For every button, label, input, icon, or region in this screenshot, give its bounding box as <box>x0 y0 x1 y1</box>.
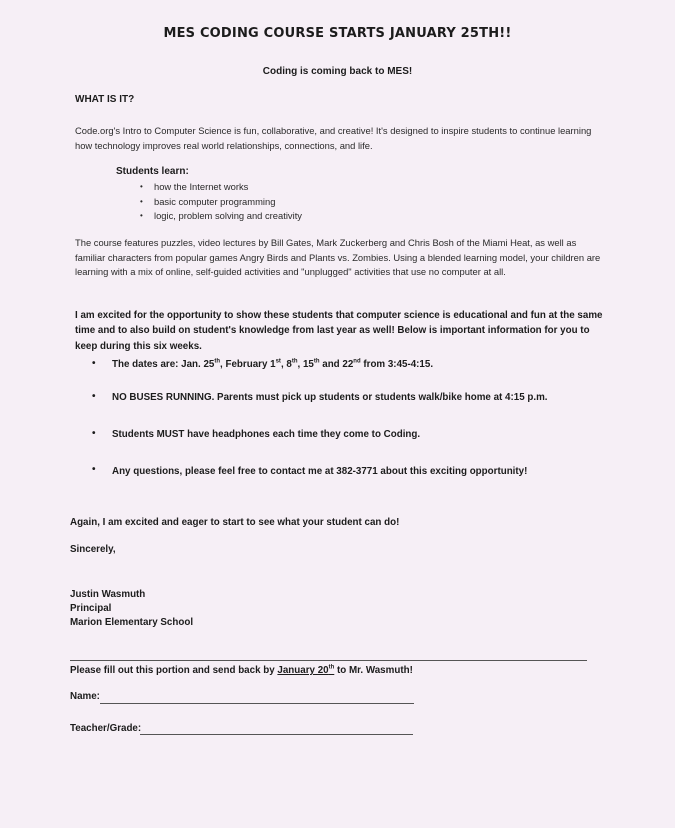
bullet-dot: • <box>92 428 96 439</box>
dates-text: , 8 <box>280 359 292 370</box>
features-paragraph: The course features puzzles, video lectures by Bill Gates, Mark Zuckerberg and Chris Bosh of the Miami Heat, as well as familiar characters from popular games Angry Birds and Plants vs. Zombies. Using a blended learning model, your children are learning with a mix of online, self-guided activities and "unplugged" activities that use no computer at all. <box>75 237 601 277</box>
sincerely: Sincerely, <box>70 544 116 555</box>
excited-paragraph: I am excited for the opportunity to show these students that computer science is educational and fun at the same time and to also build on student's knowledge from last year as well! Below is important information for you to keep during this six weeks. <box>75 309 603 352</box>
subtitle: Coding is coming back to MES! <box>262 66 413 77</box>
bullet-dot: • <box>92 358 96 369</box>
ordinal-suffix: th <box>214 358 221 365</box>
ordinal-suffix: nd <box>353 358 361 365</box>
ordinal-suffix: th <box>328 664 335 671</box>
ordinal-suffix: th <box>313 358 320 365</box>
return-date-text: January 20 <box>277 665 329 676</box>
tear-off-divider <box>70 660 587 661</box>
name-field[interactable] <box>100 703 414 704</box>
students-learn-list <box>140 180 302 224</box>
name-label: Name: <box>70 691 100 702</box>
signature-block <box>70 588 193 630</box>
intro-paragraph: Code.org's Intro to Computer Science is fun, collaborative, and creative! It's designed to inspire students to continue learning how technology improves real world relationships, connections, and life. <box>75 125 592 151</box>
headphones-bullet: Students MUST have headphones each time they come to Coding. <box>112 429 421 440</box>
bullet-dot: • <box>92 391 96 402</box>
teacher-grade-field[interactable] <box>140 734 413 735</box>
closing-sentence: Again, I am excited and eager to start to see what your student can do! <box>70 517 400 528</box>
return-text: to Mr. Wasmuth! <box>334 665 413 676</box>
dates-bullet <box>112 359 433 370</box>
return-text: Please fill out this portion and send back by <box>70 665 278 676</box>
signer-role: Principal <box>70 603 112 614</box>
questions-bullet: Any questions, please feel free to contact me at 382-3771 about this exciting opportunity! <box>112 466 528 477</box>
return-date <box>277 665 334 676</box>
signer-school: Marion Elementary School <box>70 617 194 628</box>
list-item: • logic, problem solving and creativity <box>140 209 302 224</box>
list-item: • basic computer programming <box>140 195 302 210</box>
dates-text: The dates are: Jan. 25 <box>112 359 215 370</box>
buses-bullet: NO BUSES RUNNING. Parents must pick up students or students walk/bike home at 4:15 p.m. <box>112 392 548 403</box>
dates-text: , 15 <box>297 359 314 370</box>
return-instructions <box>70 665 413 676</box>
dates-text: from 3:45-4:15. <box>360 359 434 370</box>
teacher-grade-label: Teacher/Grade: <box>70 723 142 734</box>
students-learn-heading: Students learn: <box>116 166 189 177</box>
page-title: MES CODING COURSE STARTS JANUARY 25TH!! <box>163 26 512 41</box>
dates-text: , February 1 <box>220 359 276 370</box>
list-item: • how the Internet works <box>140 180 302 195</box>
what-heading: WHAT IS IT? <box>75 94 135 105</box>
ordinal-suffix: th <box>291 358 298 365</box>
bullet-dot: • <box>92 464 96 475</box>
signer-name: Justin Wasmuth <box>70 589 146 600</box>
dates-text: and 22 <box>319 359 354 370</box>
ordinal-suffix: st <box>275 358 281 365</box>
